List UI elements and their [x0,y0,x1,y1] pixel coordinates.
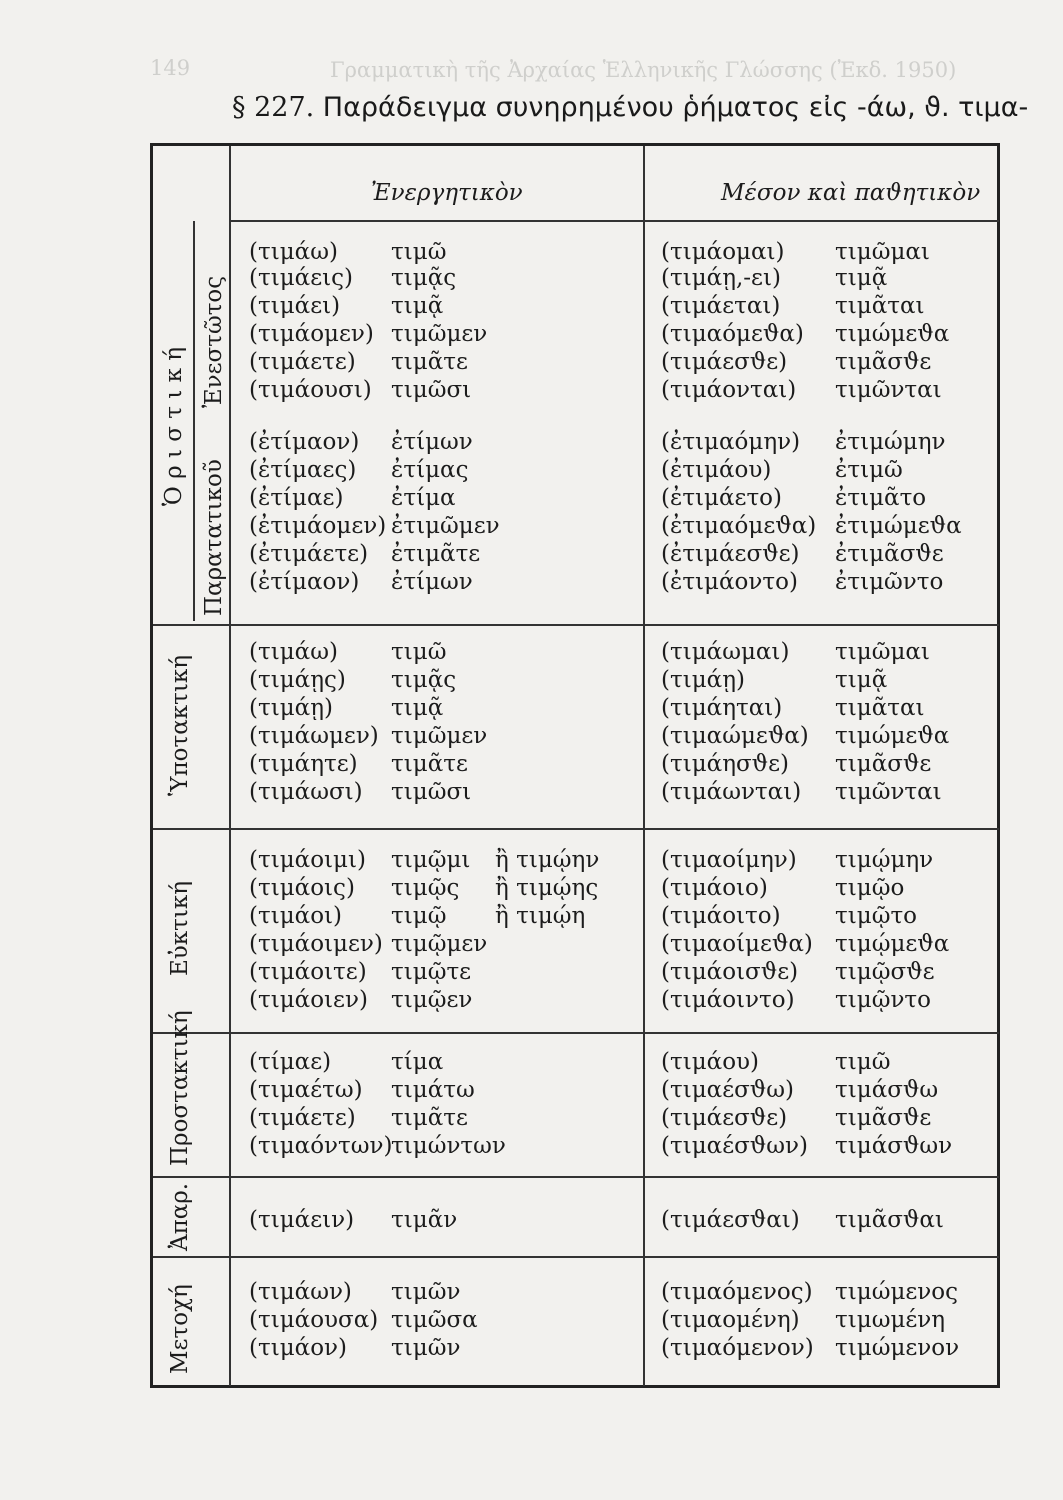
divider [643,146,645,1386]
middle-uncontracted-form: (ἐτιμαόμεϑα) [661,513,817,539]
active-alternative-form: ἢ τιμῴην [495,847,600,873]
active-uncontracted-form: (τιμάοιεν) [249,987,368,1013]
active-contracted-form: τιμᾶτε [391,349,468,375]
middle-uncontracted-form: (τιμάησϑε) [661,751,790,777]
middle-contracted-form: τιμάσϑων [835,1133,953,1159]
active-contracted-form: ἐτιμᾶτε [391,541,481,567]
middle-contracted-form: τιμῷτο [835,903,918,929]
middle-uncontracted-form: (τιμάεσϑε) [661,1105,788,1131]
active-uncontracted-form: (τιμάον) [249,1335,347,1361]
active-contracted-form: τιμῶσι [391,779,472,805]
middle-contracted-form: τιμώμενος [835,1279,959,1305]
middle-uncontracted-form: (τιμαομένη) [661,1307,800,1333]
active-uncontracted-form: (ἐτιμάομεν) [249,513,387,539]
middle-uncontracted-form: (τιμάεσϑαι) [661,1207,800,1233]
active-contracted-form: τιμῶσι [391,377,472,403]
active-contracted-form: τιμᾶτε [391,751,468,777]
active-contracted-form: ἐτίμα [391,485,456,511]
divider [153,828,999,830]
active-contracted-form: τιμῷμεν [391,931,488,957]
conjugation-table [150,143,1000,1388]
divider [193,221,195,621]
middle-contracted-form: τιμᾶσϑε [835,349,932,375]
middle-contracted-form: τιμᾶται [835,293,925,319]
active-contracted-form: τιμᾶτε [391,1105,468,1131]
mood-label-imperative: Προστακτική [167,1010,193,1166]
middle-contracted-form: τιμάσϑω [835,1077,939,1103]
middle-contracted-form: τιμᾷ [835,265,888,291]
active-contracted-form: τιμᾶν [391,1207,458,1233]
section-number: § 227. [232,92,315,123]
divider [153,1176,999,1178]
active-uncontracted-form: (τιμάοιτε) [249,959,367,985]
divider [229,220,999,222]
middle-uncontracted-form: (ἐτιμάεσϑε) [661,541,800,567]
middle-uncontracted-form: (τιμαόμενον) [661,1335,814,1361]
section-heading [232,92,1028,123]
middle-contracted-form: τιμῶμαι [835,639,930,665]
active-uncontracted-form: (τιμάωσι) [249,779,363,805]
active-uncontracted-form: (τιμάετε) [249,1105,356,1131]
page-number: 149 [150,56,191,80]
active-contracted-form: τιμῷ [391,903,447,929]
active-uncontracted-form: (τιμάω) [249,239,338,265]
divider [153,1256,999,1258]
middle-contracted-form: τιμώμενον [835,1335,960,1361]
middle-uncontracted-form: (ἐτιμάετο) [661,485,782,511]
active-contracted-form: τιμῷτε [391,959,472,985]
middle-uncontracted-form: (τιμάωνται) [661,779,802,805]
mood-label-infinitive: Ἀπαρ. [167,1182,193,1251]
active-alternative-form: ἢ τιμῴης [495,875,599,901]
middle-uncontracted-form: (τιμαώμεϑα) [661,723,809,749]
active-uncontracted-form: (ἐτίμαε) [249,485,344,511]
middle-contracted-form: τιμῶνται [835,779,942,805]
mood-label-participle: Μετοχή [167,1284,193,1374]
running-head: Γραμματικὴ τῆς Ἀρχαίας Ἑλληνικῆς Γλώσσης (Ἐκδ. 1950) [330,58,957,82]
middle-contracted-form: τιμῶ [835,1049,891,1075]
active-contracted-form: τιμῶν [391,1279,461,1305]
active-uncontracted-form: (τιμαέτω) [249,1077,363,1103]
active-contracted-form: τιμᾷς [391,667,457,693]
active-uncontracted-form: (ἐτίμαον) [249,569,360,595]
active-contracted-form: τιμῷεν [391,987,473,1013]
active-contracted-form: τιμῶμεν [391,723,488,749]
middle-uncontracted-form: (τιμάονται) [661,377,797,403]
middle-uncontracted-form: (τιμάομαι) [661,239,785,265]
middle-uncontracted-form: (τιμάοιτο) [661,903,781,929]
column-header-middle-passive: Μέσον καὶ παϑητικὸν [721,180,981,206]
middle-contracted-form: τιμώμεϑα [835,723,950,749]
middle-uncontracted-form: (τιμάωμαι) [661,639,790,665]
active-contracted-form: τιμῶσα [391,1307,478,1333]
active-contracted-form: τιμᾷ [391,695,444,721]
active-uncontracted-form: (τιμάεις) [249,265,353,291]
divider [229,146,231,1386]
mood-label-subjunctive: Ὑποτακτική [167,654,193,796]
active-uncontracted-form: (ἐτίμαες) [249,457,357,483]
active-contracted-form: τιμῷς [391,875,460,901]
active-contracted-form: ἐτίμων [391,429,473,455]
middle-uncontracted-form: (τιμαέσϑω) [661,1077,794,1103]
mood-label-optative: Εὐκτική [167,880,193,976]
divider [153,1032,999,1034]
active-uncontracted-form: (τιμάω) [249,639,338,665]
column-header-active: Ἐνεργητικὸν [371,180,523,206]
middle-contracted-form: τιμᾶσϑε [835,751,932,777]
middle-contracted-form: ἐτιμώμην [835,429,946,455]
active-contracted-form: τιμῶ [391,639,447,665]
middle-uncontracted-form: (τιμάοιντο) [661,987,795,1013]
tense-label-imperfect: Παρατατικοῦ [201,459,227,616]
section-title: Παράδειγμα συνηρημένου ῥήματος εἰς -άω, ϑ. τιμα- [322,92,1029,123]
middle-contracted-form: τιμᾶται [835,695,925,721]
middle-uncontracted-form: (τιμάοιο) [661,875,768,901]
middle-contracted-form: ἐτιμᾶτο [835,485,927,511]
middle-contracted-form: τιμωμένη [835,1307,946,1333]
middle-uncontracted-form: (τιμαόμεϑα) [661,321,804,347]
active-contracted-form: τιμᾷ [391,293,444,319]
active-contracted-form: τιμώντων [391,1133,506,1159]
middle-contracted-form: τιμῷο [835,875,905,901]
middle-contracted-form: τιμῴμην [835,847,934,873]
mood-label-indicative: Ὁ ρ ι σ τ ι κ ή [161,346,187,506]
active-uncontracted-form: (τιμάοι) [249,903,343,929]
active-uncontracted-form: (τιμάοις) [249,875,355,901]
active-uncontracted-form: (τιμάῃ) [249,695,333,721]
active-contracted-form: ἐτιμῶμεν [391,513,500,539]
middle-uncontracted-form: (τιμάεται) [661,293,781,319]
middle-uncontracted-form: (ἐτιμάοντο) [661,569,798,595]
active-contracted-form: τιμᾷς [391,265,457,291]
middle-contracted-form: τιμᾶσϑε [835,1105,932,1131]
active-uncontracted-form: (τίμαε) [249,1049,332,1075]
active-alternative-form: ἢ τιμῴη [495,903,586,929]
middle-uncontracted-form: (τιμαοίμεϑα) [661,931,813,957]
active-contracted-form: τιμάτω [391,1077,475,1103]
active-uncontracted-form: (ἐτίμαον) [249,429,360,455]
active-uncontracted-form: (τιμάομεν) [249,321,374,347]
active-uncontracted-form: (τιμάωμεν) [249,723,379,749]
middle-uncontracted-form: (τιμάῃ) [661,667,745,693]
active-uncontracted-form: (τιμάῃς) [249,667,346,693]
middle-uncontracted-form: (τιμαοίμην) [661,847,797,873]
middle-uncontracted-form: (ἐτιμάου) [661,457,772,483]
middle-contracted-form: ἐτιμῶ [835,457,903,483]
middle-uncontracted-form: (ἐτιμαόμην) [661,429,801,455]
middle-contracted-form: τιμῷσϑε [835,959,935,985]
active-uncontracted-form: (τιμαόντων) [249,1133,393,1159]
active-uncontracted-form: (τιμάοιμεν) [249,931,383,957]
middle-contracted-form: τιμῶνται [835,377,942,403]
active-uncontracted-form: (τιμάετε) [249,349,356,375]
active-uncontracted-form: (τιμάει) [249,293,341,319]
active-uncontracted-form: (τιμάων) [249,1279,352,1305]
middle-contracted-form: ἐτιμᾶσϑε [835,541,944,567]
active-uncontracted-form: (ἐτιμάετε) [249,541,369,567]
active-contracted-form: ἐτίμων [391,569,473,595]
middle-uncontracted-form: (τιμάεσϑε) [661,349,788,375]
active-contracted-form: τιμῷμι [391,847,471,873]
active-uncontracted-form: (τιμάοιμι) [249,847,366,873]
middle-contracted-form: τιμώμεϑα [835,321,950,347]
middle-contracted-form: τιμῶμαι [835,239,930,265]
active-contracted-form: τίμα [391,1049,444,1075]
middle-contracted-form: ἐτιμώμεϑα [835,513,962,539]
active-uncontracted-form: (τιμάειν) [249,1207,355,1233]
middle-contracted-form: τιμᾶσϑαι [835,1207,944,1233]
middle-contracted-form: ἐτιμῶντο [835,569,944,595]
middle-uncontracted-form: (τιμάηται) [661,695,783,721]
middle-uncontracted-form: (τιμάῃ,-ει) [661,265,781,291]
middle-uncontracted-form: (τιμαόμενος) [661,1279,813,1305]
middle-uncontracted-form: (τιμάοισϑε) [661,959,799,985]
middle-contracted-form: τιμῷντο [835,987,931,1013]
active-contracted-form: τιμῶμεν [391,321,488,347]
active-contracted-form: ἐτίμας [391,457,469,483]
middle-contracted-form: τιμᾷ [835,667,888,693]
active-contracted-form: τιμῶν [391,1335,461,1361]
middle-contracted-form: τιμῴμεϑα [835,931,950,957]
active-uncontracted-form: (τιμάουσι) [249,377,372,403]
middle-uncontracted-form: (τιμάου) [661,1049,759,1075]
middle-uncontracted-form: (τιμαέσϑων) [661,1133,808,1159]
active-contracted-form: τιμῶ [391,239,447,265]
active-uncontracted-form: (τιμάουσα) [249,1307,379,1333]
divider [153,624,999,626]
tense-label-present: Ἐνεστῶτος [201,275,227,408]
active-uncontracted-form: (τιμάητε) [249,751,358,777]
